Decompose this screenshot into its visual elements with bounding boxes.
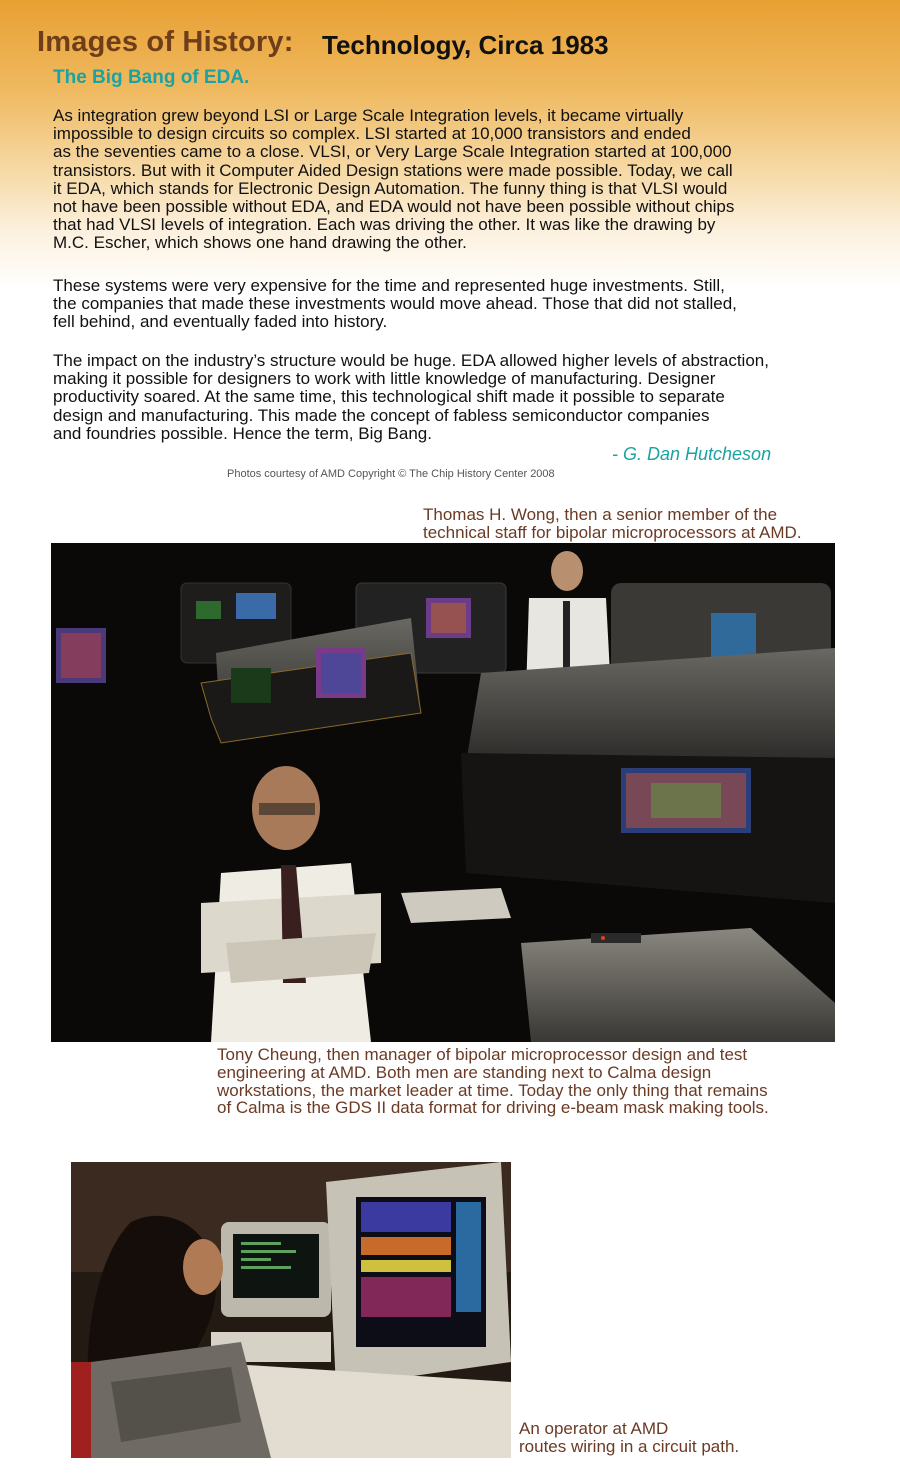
page-subtitle: Technology, Circa 1983 <box>322 30 609 60</box>
operator-workstation-photo <box>71 1162 511 1458</box>
article-paragraph-3: The impact on the industry’s structure would be huge. EDA allowed higher levels of abstraction, making it possible for designers to work with little knowledge of manufacturing. Designer productivity soared. At the same time, this technological shift made it possible to separate design and manufacturing. This made the concept of fabless semiconductor companies and foundries possible. Hence the term, Big Bang. <box>53 351 769 443</box>
section-title: The Big Bang of EDA. <box>53 67 250 88</box>
photo-credits: Photos courtesy of AMD Copyright © The Chip History Center 2008 <box>227 468 555 480</box>
article-paragraph-2: These systems were very expensive for the time and represented huge investments. Still, the companies that made these investments would move ahead. Those that did not stalled, fell behind, and eventually faded into history. <box>53 276 737 332</box>
page-title: Images of History: <box>37 26 294 58</box>
operator-workstation-illustration <box>71 1162 511 1458</box>
photo1-top-caption: Thomas H. Wong, then a senior member of the technical staff for bipolar microprocessors at AMD. <box>423 505 802 542</box>
calma-workstations-photo <box>51 543 835 1042</box>
author-signature: - G. Dan Hutcheson <box>612 444 772 464</box>
photo1-bottom-caption: Tony Cheung, then manager of bipolar microprocessor design and test engineering at AMD. Both men are standing next to Calma design workstations, the market leader at time. Today the only thing that remains of Calma is the GDS II data format for driving e-beam mask making tools. <box>217 1045 769 1118</box>
photo2-caption: An operator at AMD routes wiring in a circuit path. <box>519 1419 740 1456</box>
calma-workstations-illustration <box>51 543 835 1042</box>
article-paragraph-1: As integration grew beyond LSI or Large Scale Integration levels, it became virtually impossible to design circuits so complex. LSI started at 10,000 transistors and ended as the seventies came to a close. VLSI, or Very Large Scale Integration started at 100,000 transistors. But with it Computer Aided Design stations were made possible. Today, we call it EDA, which stands for Electronic Design Automation. The funny thing is that VLSI would not have been possible without EDA, and EDA would not have been possible without chips that had VLSI levels of integration. Each was driving the other. It was like the drawing by M.C. Escher, which shows one hand drawing the other. <box>53 106 735 253</box>
